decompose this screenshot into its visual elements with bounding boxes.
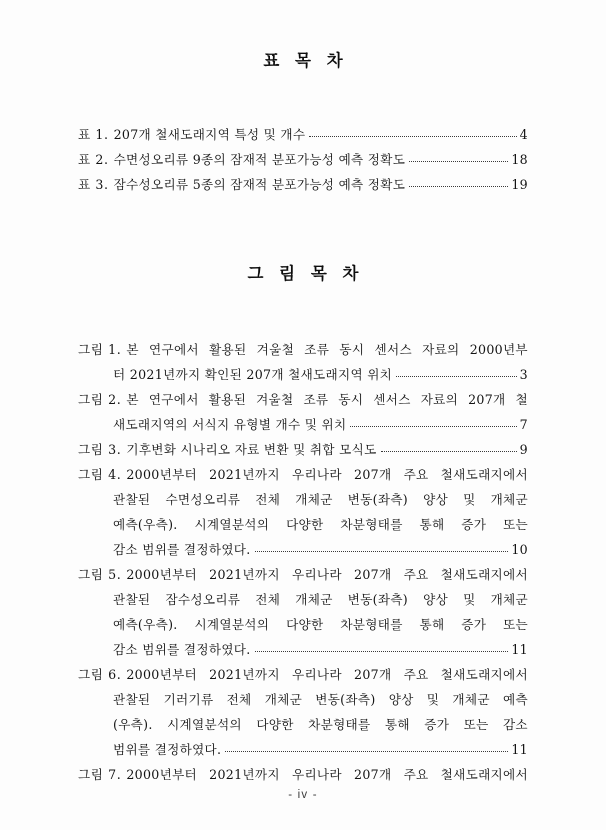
figure-entry[interactable]: [78, 337, 528, 387]
table-entry-label: 표 1.: [78, 127, 109, 142]
figure-entry-text: 기후변화 시나리오 자료 변환 및 취합 모식도: [126, 442, 377, 457]
figure-entry-label: 그림 7.: [78, 767, 122, 782]
figure-entry-text: (우측). 시계열분석의 다양한 차분형태를 통해 증가 또는 감소: [113, 717, 528, 732]
table-entry[interactable]: [78, 122, 528, 147]
figure-entry-text: 2000년부터 2021년까지 우리나라 207개 주요 철새도래지에서: [126, 467, 528, 482]
table-entry-line: [78, 172, 528, 197]
figure-entry-text: 터 2021년까지 확인된 207개 철새도래지역 위치: [113, 367, 393, 382]
figure-entry-line: [78, 662, 528, 687]
figure-entry-line: [78, 337, 528, 362]
figure-entry-page-number: 9: [519, 442, 528, 457]
figure-entry-page-number: 11: [511, 742, 528, 757]
page-number-footer: - iv -: [288, 789, 318, 801]
figure-entry[interactable]: [78, 437, 528, 462]
table-entry-page-number: 18: [511, 152, 528, 167]
figure-entry[interactable]: [78, 562, 528, 662]
table-entry-page-number: 19: [511, 177, 528, 192]
table-entry-page-number: 4: [519, 127, 528, 142]
figure-entry-text: 예측(우측). 시계열분석의 다양한 차분형태를 통해 증가 또는: [113, 517, 528, 532]
table-entry-label: 표 2.: [78, 152, 109, 167]
dotted-leader: [255, 542, 509, 554]
dotted-leader: [381, 442, 517, 454]
figure-entry-label: 그림 5.: [78, 567, 122, 582]
figure-entry-label: 그림 6.: [78, 667, 122, 682]
figure-entry-page-number: 10: [511, 542, 528, 557]
figure-entry[interactable]: [78, 762, 528, 787]
table-entry-text: 잠수성오리류 5종의 잠재적 분포가능성 예측 정확도: [113, 177, 406, 192]
figure-entry-text: 예측(우측). 시계열분석의 다양한 차분형태를 통해 증가 또는: [113, 617, 528, 632]
figure-entry-line: [78, 512, 528, 537]
table-entry[interactable]: [78, 147, 528, 172]
figure-entry-label: 그림 4.: [78, 467, 122, 482]
dotted-leader: [409, 177, 508, 189]
figure-entry-page-number: 7: [519, 417, 528, 432]
figure-entry-line: [78, 437, 528, 462]
figure-entry-line: [78, 687, 528, 712]
figure-entry-text: 관찰된 수면성오리류 전체 개체군 변동(좌측) 양상 및 개체군: [113, 492, 528, 507]
figure-entry-text: 2000년부터 2021년까지 우리나라 207개 주요 철새도래지에서: [126, 767, 528, 782]
figure-entry-text: 관찰된 잠수성오리류 전체 개체군 변동(좌측) 양상 및 개체군: [113, 592, 528, 607]
table-entry-line: [78, 122, 528, 147]
figure-entry[interactable]: [78, 662, 528, 762]
figure-entry-text: 본 연구에서 활용된 겨울철 조류 동시 센서스 자료의 207개 철: [126, 392, 528, 407]
figure-entry-line: [78, 537, 528, 562]
figure-entry-text: 감소 범위를 결정하였다.: [113, 542, 251, 557]
figure-entry-page-number: 3: [519, 367, 528, 382]
figure-entry[interactable]: [78, 462, 528, 562]
figure-entry-text: 관찰된 기러기류 전체 개체군 변동(좌측) 양상 및 개체군 예측: [113, 692, 528, 707]
figure-entry-line: [78, 612, 528, 637]
figure-entry-text: 본 연구에서 활용된 겨울철 조류 동시 센서스 자료의 2000년부: [126, 342, 528, 357]
figure-entry-line: [78, 587, 528, 612]
figures-section-heading: 그 림 목 차: [247, 264, 364, 283]
dotted-leader: [350, 417, 516, 429]
figure-entry-text: 범위를 결정하였다.: [113, 742, 222, 757]
figure-entry-text: 감소 범위를 결정하였다.: [113, 642, 251, 657]
figure-entry-label: 그림 3.: [78, 442, 122, 457]
figure-entry-line: [78, 737, 528, 762]
figure-entry-label: 그림 1.: [78, 342, 122, 357]
tables-section-heading: 표 목 차: [263, 51, 348, 70]
figure-entry-line: [78, 462, 528, 487]
figure-entry-line: [78, 762, 528, 787]
dotted-leader: [225, 742, 508, 754]
table-entry[interactable]: [78, 172, 528, 197]
figure-entry-text: 2000년부터 2021년까지 우리나라 207개 주요 철새도래지에서: [126, 567, 528, 582]
figure-entry-line: [78, 387, 528, 412]
table-entry-text: 207개 철새도래지역 특성 및 개수: [113, 127, 306, 142]
dotted-leader: [309, 127, 516, 139]
figure-entry-line: [78, 562, 528, 587]
figure-entry-line: [78, 412, 528, 437]
figure-entry-label: 그림 2.: [78, 392, 122, 407]
figure-entry-line: [78, 637, 528, 662]
table-entry-text: 수면성오리류 9종의 잠재적 분포가능성 예측 정확도: [113, 152, 406, 167]
figure-entry-line: [78, 362, 528, 387]
figure-entry-line: [78, 712, 528, 737]
dotted-leader: [396, 367, 517, 379]
figure-entry-text: 새도래지역의 서식지 유형별 개수 및 위치: [113, 417, 347, 432]
figure-entry-text: 2000년부터 2021년까지 우리나라 207개 주요 철새도래지에서: [126, 667, 528, 682]
figure-entry[interactable]: [78, 387, 528, 437]
dotted-leader: [255, 642, 509, 654]
dotted-leader: [409, 152, 508, 164]
figure-entry-page-number: 11: [511, 642, 528, 657]
table-entry-label: 표 3.: [78, 177, 109, 192]
table-of-tables-list: [78, 122, 528, 197]
table-of-figures-list: [78, 337, 528, 787]
table-entry-line: [78, 147, 528, 172]
figure-entry-line: [78, 487, 528, 512]
